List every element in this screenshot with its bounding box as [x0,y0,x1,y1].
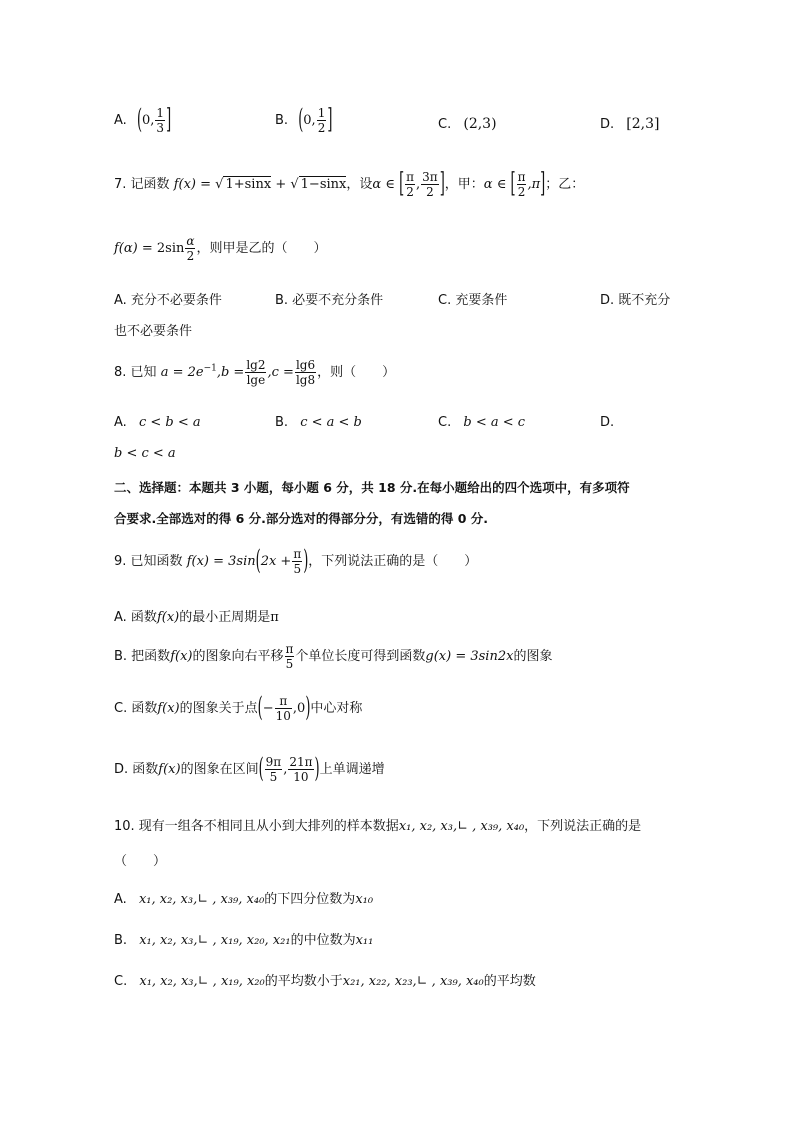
bracket: ( [258,753,264,786]
denominator: 2 [426,185,434,199]
denominator: 10 [275,709,291,723]
math-text: ,π [527,177,541,192]
text: 的最小正周期是 [179,610,271,625]
text: A. 函数 [114,610,157,625]
q10-option-a [114,888,373,907]
text: 个单位长度可得到函数 [295,649,426,664]
question-number: 10. 现有一组各不相同且从小到大排列的样本数据 [114,819,399,834]
math-text: c < a < b [300,415,362,430]
numerator: 9π [265,755,282,769]
option-label: C. [114,974,128,989]
section-2-heading-line2: 合要求.全部选对的得 6 分.部分选对的得部分分，有选错的得 0 分. [114,511,489,526]
fraction [185,234,195,263]
text: 的图象 [513,649,553,664]
math-text: a = 2e [160,365,204,380]
math-text: ,0 [292,701,306,716]
bracket: ( [136,104,143,137]
math-text: ,b = [216,365,245,380]
math-text: f(x) = 3sin [186,554,256,569]
question-8 [114,358,395,387]
question-7-line1: 7. 记函数 f(x) = √ 1+sinx + √ 1−sinx，设α ∈ [ $\frac{\pi}{2}$ , $\frac{3\pi}{2}$ ]，甲：α ∈ [ $\frac{\pi}{2}$ ,π]；乙： [114,168,585,201]
bracket: ( [257,692,263,725]
math-text: b < a < c [463,415,526,430]
text: ，设 [346,177,373,192]
q7-option-d-cont: 也不必要条件 [114,324,193,339]
question-10-paren: （ ） [114,854,167,869]
bracket: ( [255,545,261,578]
q6-option-c [438,116,497,132]
math-text: 2x + [260,554,292,569]
numerator: π [406,170,415,184]
question-number: 8. 已知 [114,365,157,380]
math-text: α ∈ [372,177,395,192]
q6-option-a [114,106,171,135]
denominator: 2 [317,121,326,135]
math-text: x₂₁, x₂₂, x₂₃,∟ , x₃₉, x₄₀ [342,974,484,989]
denominator: lge [246,373,266,387]
bracket: ] [439,168,445,201]
text: 的图象关于点 [179,701,258,716]
q9-option-d [114,755,385,784]
math-text: + [275,177,287,192]
fraction [265,755,283,784]
fraction [285,642,295,671]
math-text: x₁, x₂, x₃,∟ , x₁₉, x₂₀, x₂₁ [139,933,291,948]
fraction [292,547,302,576]
option-label: B. [275,113,289,128]
numerator: 1 [156,106,165,120]
fraction [421,170,439,199]
math-text: , [416,177,421,192]
fraction [405,170,415,199]
q6-option-b [275,106,332,135]
numerator: lg6 [295,358,316,372]
q10-option-b [114,929,373,948]
option-label: C. [438,117,452,132]
bracket: ] [166,104,172,137]
denominator: 2 [406,185,414,199]
math-text: c < b < a [138,415,201,430]
fraction [295,358,316,387]
numerator: α [186,234,195,248]
q10-option-c [114,970,536,989]
option-label: A. [114,415,127,430]
q7-option-c: C. 充要条件 [438,293,508,308]
numerator: 1 [317,106,326,120]
denominator: 5 [269,770,278,784]
q9-option-b [114,642,552,671]
text: 的图象向右平移 [192,649,284,664]
question-9 [114,547,477,576]
bracket: ) [305,692,311,725]
q8-option-c [438,415,525,430]
text: ，则（ ） [317,365,396,380]
math-text: g(x) = 3sin2x [425,649,514,664]
option-label: B. [275,415,289,430]
q9-option-a [114,606,279,625]
q8-option-d [600,415,614,430]
math-text: f(α) [114,241,138,256]
math-text: = 2sin [141,241,185,256]
fraction [288,755,313,784]
math-text: x₁, x₂, x₃,∟ , x₁₉, x₂₀ [139,974,265,989]
denominator: lg8 [295,373,316,387]
math-text: f(x) [170,649,193,664]
math-text: f(x) [158,762,181,777]
text: 的图象在区间 [180,762,259,777]
option-label: D. [600,117,615,132]
math-text: , [283,762,288,777]
superscript: −1 [203,363,217,374]
bracket: ] [540,168,546,201]
math-text: − [262,701,274,716]
math-text: = [200,177,212,192]
numerator: 3π [422,170,438,184]
math-text: 0, [142,113,155,128]
text: 的平均数小于 [264,974,343,989]
q8-option-b [275,415,362,430]
text: ；乙： [545,177,585,192]
numerator: π [275,694,292,709]
numerator: π [285,642,294,656]
fraction [317,106,327,135]
option-label: A. [114,113,127,128]
q7-option-b: B. 必要不充分条件 [275,293,384,308]
text: D. 函数 [114,762,159,777]
math-text: f(x) [173,177,196,192]
math-text: x₁, x₂, x₃,∟ , x₃₉, x₄₀ [138,892,265,907]
text: ，则甲是乙的（ ） [196,241,327,256]
bracket: [ [510,168,516,201]
math-text: x₁₁ [355,933,374,948]
bracket: ] [327,104,333,137]
numerator: π [517,170,526,184]
denominator: 5 [285,657,294,671]
math-text: 0, [303,113,316,128]
text: 的下四分位数为 [264,892,356,907]
sqrt-content: 1−sinx [300,177,347,192]
denominator: 2 [517,185,526,199]
math-text: π [270,610,279,625]
option-label: A. [114,892,127,907]
text: 的平均数 [483,974,536,989]
fraction [517,170,527,199]
text: ，下列说法正确的是（ ） [308,554,478,569]
math-text: x₁, x₂, x₃,∟ , x₃₉, x₄₀ [398,819,525,834]
numerator: 21π [289,755,313,769]
math-text: f(x) [156,610,180,625]
text: C. 函数 [114,701,158,716]
numerator: lg2 [246,358,266,372]
text: ，下列说法正确的是 [524,819,642,834]
section-2-heading-line1: 二、选择题：本题共 3 小题，每小题 6 分，共 18 分.在每小题给出的四个选项中，有多项符 [114,480,630,495]
text: 中心对称 [310,701,363,716]
question-7-line2 [114,234,327,263]
fraction [275,694,292,723]
q8-option-d-value: b < c < a [114,446,176,461]
fraction [245,358,266,387]
fraction [155,106,165,135]
q9-option-c [114,694,362,723]
bracket: [ [399,168,405,201]
denominator: 2 [186,249,195,263]
math-text: ,c = [267,365,294,380]
denominator: 10 [293,770,309,784]
sqrt-content: 1+sinx [225,177,272,192]
math-text: α ∈ [483,177,507,192]
math-text: [2,3] [626,116,660,132]
q7-option-d: D. 既不充分 [600,293,671,308]
q7-option-a: A. 充分不必要条件 [114,293,222,308]
option-label: D. [600,415,615,430]
math-text: x₁₀ [355,892,374,907]
bracket: ) [314,753,320,786]
numerator: π [293,547,302,561]
text: B. 把函数 [114,649,171,664]
denominator: 5 [293,562,302,576]
question-10 [114,815,641,834]
text: 上单调递增 [319,762,385,777]
math-text: f(x) [157,701,180,716]
question-number: 7. 记函数 [114,177,170,192]
math-text: (2,3) [463,116,497,132]
option-label: B. [114,933,128,948]
question-number: 9. 已知函数 [114,554,183,569]
denominator: 3 [156,121,165,135]
bracket: ( [298,104,304,137]
text: 的中位数为 [290,933,356,948]
q8-option-a [114,415,201,430]
q6-option-d [600,116,660,132]
option-label: C. [438,415,452,430]
bracket: ) [303,545,309,578]
text: ，甲： [444,177,484,192]
